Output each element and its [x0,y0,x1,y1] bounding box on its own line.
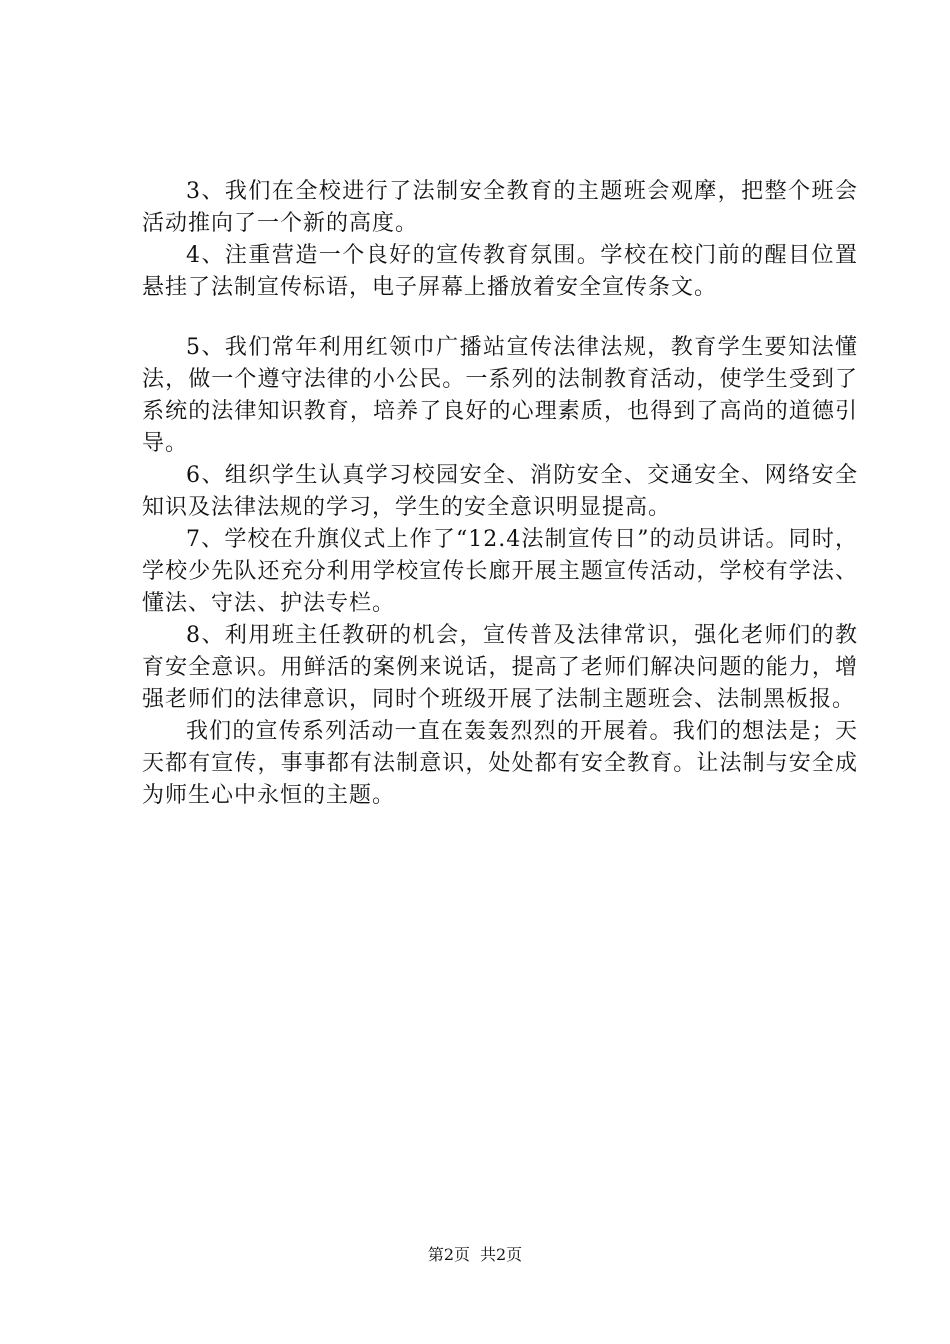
paragraph-item-7: 7、学校在升旗仪式上作了“12.4法制宣传日”的动员讲话。同时，学校少先队还充分利用学校宣传长廊开展主题宣传活动，学校有学法、懂法、守法、护法专栏。 [142,527,858,616]
paragraph-item-4: 4、注重营造一个良好的宣传教育氛围。学校在校门前的醒目位置悬挂了法制宣传标语，电子屏幕上播放着安全宣传条文。 [142,243,858,300]
page-footer [0,1244,950,1266]
paragraph-item-5: 5、我们常年利用红领巾广播站宣传法律法规，教育学生要知法懂法，做一个遵守法律的小公民。一系列的法制教育活动，使学生受到了系统的法律知识教育，培养了良好的心理素质，也得到了高尚的道德引导。 [142,335,858,456]
page-total: 共2页 [480,1245,523,1264]
paragraph-item-8: 8、利用班主任教研的机会，宣传普及法律常识，强化老师们的教育安全意识。用鲜活的案例来说话，提高了老师们解决问题的能力，增强老师们的法律意识，同时个班级开展了法制主题班会、法制黑板报。 [142,623,858,712]
page-number: 第2页 [427,1245,470,1264]
document-body [142,176,858,812]
paragraph-item-3: 3、我们在全校进行了法制安全教育的主题班会观摩，把整个班会活动推向了一个新的高度。 [142,179,858,236]
paragraph-item-6: 6、组织学生认真学习校园安全、消防安全、交通安全、网络安全知识及法律法规的学习，学生的安全意识明显提高。 [142,463,858,520]
paragraph-conclusion: 我们的宣传系列活动一直在轰轰烈烈的开展着。我们的想法是；天天都有宣传，事事都有法制意识，处处都有安全教育。让法制与安全成为师生心中永恒的主题。 [142,719,858,808]
